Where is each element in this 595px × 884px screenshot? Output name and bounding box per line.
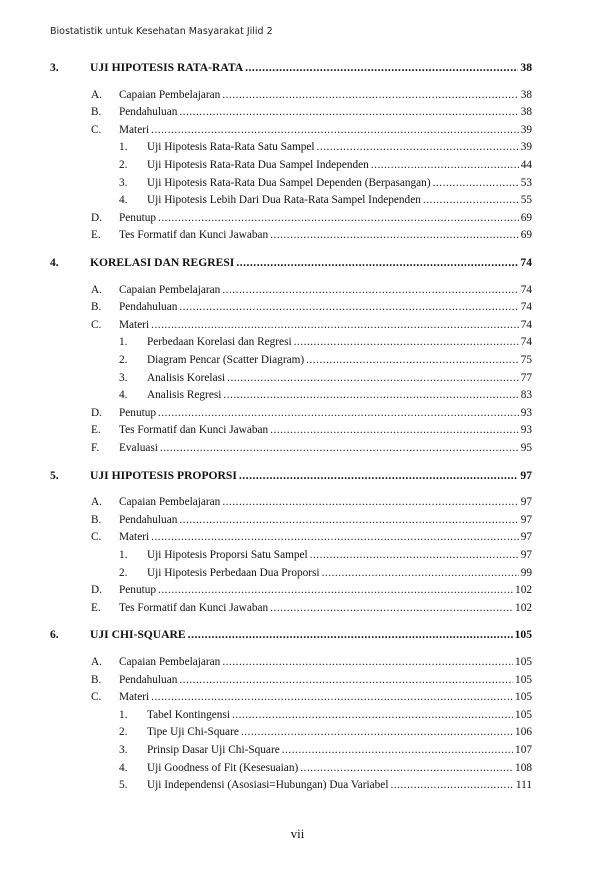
toc-entry-title: Capaian Pembelajaran <box>119 656 221 668</box>
dot-leader <box>179 672 513 688</box>
dot-leader <box>160 440 519 456</box>
toc-entry-title: Pendahuluan <box>119 301 178 314</box>
toc-entry-title: UJI CHI-SQUARE <box>90 628 186 642</box>
toc-entry <box>147 352 532 368</box>
toc-entry <box>119 689 532 705</box>
toc-section-row[interactable] <box>0 122 595 138</box>
toc-entry-title: UJI HIPOTESIS PROPORSI <box>90 468 237 482</box>
toc-entry <box>119 672 532 688</box>
toc-section-row[interactable] <box>0 494 595 510</box>
dot-leader <box>151 689 513 705</box>
toc-entry-title: Uji Independensi (Asosiasi=Hubungan) Dua Variabel <box>147 779 389 792</box>
toc-entry-page: 69 <box>520 229 532 242</box>
toc-entry-page: 102 <box>515 584 532 597</box>
toc-entry-page: 69 <box>520 211 532 224</box>
toc-subsection-row[interactable] <box>0 760 595 776</box>
toc-entry-page: 99 <box>520 566 532 579</box>
toc-section-row[interactable] <box>0 440 595 456</box>
toc-entry-title: Perbedaan Korelasi dan Regresi <box>147 336 292 349</box>
toc-entry <box>147 777 532 793</box>
toc-entry-title: Penutup <box>119 211 157 224</box>
toc-entry-number: 3. <box>119 744 128 756</box>
toc-entry-number: 1. <box>119 141 128 154</box>
dot-leader <box>245 60 518 76</box>
page-number: vii <box>290 826 305 841</box>
toc-entry <box>147 175 532 191</box>
toc-entry <box>147 742 532 758</box>
dot-leader <box>241 724 513 740</box>
toc-entry <box>90 468 532 484</box>
toc-entry-title: Uji Hipotesis Lebih Dari Dua Rata-Rata Sampel Independen <box>147 194 421 207</box>
dot-leader <box>222 87 518 103</box>
toc-entry-title: Materi <box>119 691 150 704</box>
toc-section-row[interactable] <box>0 689 595 705</box>
toc-entry-number: 4. <box>119 194 128 207</box>
toc-subsection-row[interactable] <box>0 565 595 581</box>
toc-subsection-row[interactable] <box>0 175 595 191</box>
toc-entry-title: Materi <box>119 318 150 331</box>
toc-entry-title: Capaian Pembelajaran <box>119 496 221 509</box>
toc-entry <box>147 724 532 740</box>
dot-leader <box>232 707 513 723</box>
toc-entry-title: Penutup <box>119 406 157 419</box>
toc-entry <box>119 227 532 243</box>
toc-entry-title: UJI HIPOTESIS RATA-RATA <box>90 61 244 74</box>
toc-entry-title: Evaluasi <box>119 442 158 454</box>
toc-entry-number: B. <box>91 513 102 526</box>
dot-leader <box>151 122 519 138</box>
toc-entry <box>119 440 532 456</box>
dot-leader <box>179 104 518 120</box>
toc-subsection-row[interactable] <box>0 742 595 758</box>
dot-leader <box>158 210 519 226</box>
toc-entry-page: 39 <box>520 141 532 154</box>
dot-leader <box>423 192 519 208</box>
toc-entry-page: 106 <box>515 726 532 739</box>
toc-chapter-row[interactable] <box>0 627 595 643</box>
toc-section-row[interactable] <box>0 299 595 315</box>
toc-entry <box>119 87 532 103</box>
toc-entry-title: Capaian Pembelajaran <box>119 283 221 296</box>
toc-entry-page: 105 <box>515 691 532 704</box>
toc-section-row[interactable] <box>0 104 595 120</box>
toc-entry-page: 38 <box>520 61 532 74</box>
toc-subsection-row[interactable] <box>0 352 595 368</box>
toc-entry-page: 44 <box>520 159 532 171</box>
toc-entry-title: Uji Hipotesis Rata-Rata Satu Sampel <box>147 141 315 154</box>
toc-entry-number: 1. <box>119 549 128 561</box>
toc-entry-title: Tes Formatif dan Kunci Jawaban <box>119 229 269 242</box>
dot-leader <box>222 494 518 510</box>
toc-entry-page: 74 <box>520 318 532 331</box>
toc-entry-number: A. <box>91 656 102 668</box>
dot-leader <box>158 405 519 421</box>
toc-entry-page: 107 <box>515 744 532 756</box>
dot-leader <box>270 422 519 438</box>
toc-entry-title: Materi <box>119 531 150 544</box>
dot-leader <box>151 317 519 333</box>
toc-entry <box>147 370 532 386</box>
toc-entry <box>147 707 532 723</box>
toc-entry-number: 2. <box>119 159 128 171</box>
toc-entry-title: Tipe Uji Chi-Square <box>147 726 239 739</box>
toc-entry <box>147 139 532 155</box>
toc-chapter-row[interactable] <box>0 60 595 76</box>
toc-entry <box>147 334 532 350</box>
toc-entry-page: 105 <box>514 628 532 642</box>
toc-entry-page: 97 <box>520 468 532 482</box>
dot-leader <box>188 627 513 643</box>
toc-entry-page: 93 <box>520 406 532 419</box>
toc-entry-title: Uji Hipotesis Rata-Rata Dua Sampel Independen <box>147 159 369 171</box>
toc-entry-number: 1. <box>119 708 128 721</box>
toc-entry-title: KORELASI DAN REGRESI <box>90 256 235 269</box>
dot-leader <box>300 760 513 776</box>
toc-entry-number: 4. <box>119 761 128 774</box>
toc-section-row[interactable] <box>0 600 595 616</box>
toc-entry-page: 97 <box>520 513 532 526</box>
toc-entry <box>119 529 532 545</box>
toc-entry-number: E. <box>91 601 101 614</box>
toc-entry <box>119 104 532 120</box>
toc-entry-number: C. <box>91 531 102 544</box>
toc-entry <box>90 627 532 643</box>
dot-leader <box>270 600 513 616</box>
toc-chapter-row[interactable] <box>0 468 595 484</box>
toc-entry-title: Pendahuluan <box>119 106 178 119</box>
toc-entry-page: 77 <box>520 371 532 384</box>
toc-section-row[interactable] <box>0 654 595 670</box>
toc-entry <box>119 210 532 226</box>
toc-section-row[interactable] <box>0 317 595 333</box>
toc-entry-title: Uji Hipotesis Proporsi Satu Sampel <box>147 549 308 561</box>
toc-entry-number: 3. <box>50 61 59 74</box>
toc-entry-number: C. <box>91 318 102 331</box>
toc-entry-number: 4. <box>119 389 128 402</box>
toc-entry <box>119 654 532 670</box>
toc-entry-number: E. <box>91 229 101 242</box>
running-head: Biostatistik untuk Kesehatan Masyarakat Jilid 2 <box>50 26 273 37</box>
dot-leader <box>433 175 519 191</box>
toc-entry-number: 2. <box>119 726 128 739</box>
toc-entry-page: 38 <box>520 88 532 101</box>
toc-entry-title: Diagram Pencar (Scatter Diagram) <box>147 354 305 366</box>
toc-section-row[interactable] <box>0 227 595 243</box>
toc-chapter-row[interactable] <box>0 255 595 271</box>
toc-section-row[interactable] <box>0 282 595 298</box>
toc-entry-title: Prinsip Dasar Uji Chi-Square <box>147 744 280 756</box>
toc-entry-page: 97 <box>520 549 532 561</box>
toc-entry-page: 111 <box>515 779 532 792</box>
toc-entry-page: 105 <box>515 708 532 721</box>
toc-entry <box>147 157 532 173</box>
toc-entry-number: 5. <box>50 468 59 482</box>
toc-entry-page: 38 <box>520 106 532 119</box>
toc-entry <box>90 255 532 271</box>
toc-entry-number: 6. <box>50 628 59 642</box>
toc-entry <box>119 405 532 421</box>
toc-section-row[interactable] <box>0 529 595 545</box>
dot-leader <box>223 387 518 403</box>
dot-leader <box>179 299 518 315</box>
dot-leader <box>222 282 518 298</box>
dot-leader <box>239 468 519 484</box>
toc-entry <box>119 512 532 528</box>
toc-entry-number: 3. <box>119 371 128 384</box>
toc-entry-number: B. <box>91 301 102 314</box>
toc-entry-number: A. <box>91 283 102 296</box>
toc-entry-number: 2. <box>119 354 128 366</box>
toc-entry-page: 97 <box>520 531 532 544</box>
toc-entry-title: Uji Hipotesis Rata-Rata Dua Sampel Dependen (Berpasangan) <box>147 176 431 189</box>
toc-entry-title: Tes Formatif dan Kunci Jawaban <box>119 424 269 437</box>
toc-entry-page: 83 <box>520 389 532 402</box>
dot-leader <box>151 529 519 545</box>
toc-subsection-row[interactable] <box>0 139 595 155</box>
toc-entry-number: 2. <box>119 566 128 579</box>
toc-entry-number: F. <box>91 442 100 454</box>
toc-entry-number: C. <box>91 691 102 704</box>
toc-entry <box>147 565 532 581</box>
toc-entry-page: 74 <box>520 256 532 269</box>
toc-entry-number: C. <box>91 123 102 136</box>
dot-leader <box>322 565 519 581</box>
toc-section-row[interactable] <box>0 672 595 688</box>
toc-subsection-row[interactable] <box>0 387 595 403</box>
toc-subsection-row[interactable] <box>0 370 595 386</box>
toc-entry-title: Pendahuluan <box>119 673 178 686</box>
toc-entry-page: 97 <box>520 496 532 509</box>
toc-section-row[interactable] <box>0 422 595 438</box>
toc-entry-title: Analisis Korelasi <box>147 371 226 384</box>
toc-entry-number: 1. <box>119 336 128 349</box>
dot-leader <box>179 512 518 528</box>
toc-entry-page: 95 <box>520 442 532 454</box>
toc-entry-title: Pendahuluan <box>119 513 178 526</box>
dot-leader <box>390 777 513 793</box>
dot-leader <box>310 547 519 563</box>
toc-subsection-row[interactable] <box>0 157 595 173</box>
toc-entry-number: D. <box>91 584 102 597</box>
toc-entry <box>119 122 532 138</box>
toc-entry-page: 74 <box>520 301 532 314</box>
toc-entry-title: Materi <box>119 123 150 136</box>
toc-entry <box>147 547 532 563</box>
toc-subsection-row[interactable] <box>0 334 595 350</box>
toc-subsection-row[interactable] <box>0 707 595 723</box>
toc-section-row[interactable] <box>0 87 595 103</box>
toc-entry-number: 3. <box>119 176 128 189</box>
dot-leader <box>294 334 519 350</box>
dot-leader <box>282 742 513 758</box>
toc-entry-number: 4. <box>50 256 59 269</box>
toc-section-row[interactable] <box>0 582 595 598</box>
dot-leader <box>227 370 519 386</box>
toc-entry <box>119 282 532 298</box>
dot-leader <box>306 352 519 368</box>
toc-entry-title: Tes Formatif dan Kunci Jawaban <box>119 601 269 614</box>
toc-entry <box>90 60 532 76</box>
toc-entry-page: 53 <box>520 176 532 189</box>
toc-entry-number: B. <box>91 106 102 119</box>
dot-leader <box>222 654 513 670</box>
toc-entry-page: 75 <box>520 354 532 366</box>
toc-entry-number: D. <box>91 406 102 419</box>
toc-entry-page: 105 <box>515 673 532 686</box>
toc-entry <box>147 387 532 403</box>
toc-entry-page: 93 <box>520 424 532 437</box>
toc-entry <box>119 582 532 598</box>
toc-subsection-row[interactable] <box>0 192 595 208</box>
toc-entry-title: Uji Hipotesis Perbedaan Dua Proporsi <box>147 566 320 579</box>
toc-entry <box>119 600 532 616</box>
toc-entry <box>147 760 532 776</box>
toc-entry-page: 102 <box>515 601 532 614</box>
toc-entry-page: 55 <box>520 194 532 207</box>
toc-entry <box>147 192 532 208</box>
toc-entry-page: 74 <box>520 336 532 349</box>
toc-entry-title: Analisis Regresi <box>147 389 222 402</box>
toc-section-row[interactable] <box>0 405 595 421</box>
toc-entry <box>119 422 532 438</box>
toc-section-row[interactable] <box>0 210 595 226</box>
dot-leader <box>270 227 519 243</box>
toc-entry-page: 39 <box>520 123 532 136</box>
toc-entry <box>119 494 532 510</box>
toc-entry <box>119 317 532 333</box>
dot-leader <box>236 255 518 271</box>
toc-section-row[interactable] <box>0 512 595 528</box>
dot-leader <box>371 157 519 173</box>
toc-entry-page: 105 <box>515 656 532 668</box>
toc-entry-number: 5. <box>119 779 128 792</box>
toc-subsection-row[interactable] <box>0 777 595 793</box>
toc-entry-title: Tabel Kontingensi <box>147 708 230 721</box>
toc-entry-page: 74 <box>520 283 532 296</box>
toc-entry-number: D. <box>91 211 102 224</box>
dot-leader <box>158 582 513 598</box>
toc-entry-number: A. <box>91 496 102 509</box>
toc-entry-number: B. <box>91 673 102 686</box>
toc-entry-page: 108 <box>515 761 532 774</box>
toc-subsection-row[interactable] <box>0 547 595 563</box>
dot-leader <box>317 139 519 155</box>
toc-subsection-row[interactable] <box>0 724 595 740</box>
toc-entry-title: Penutup <box>119 584 157 597</box>
toc-entry-title: Uji Goodness of Fit (Kesesuaian) <box>147 761 299 774</box>
toc-entry-number: A. <box>91 88 102 101</box>
toc-entry-number: E. <box>91 424 101 437</box>
toc-entry-title: Capaian Pembelajaran <box>119 88 221 101</box>
toc-entry <box>119 299 532 315</box>
